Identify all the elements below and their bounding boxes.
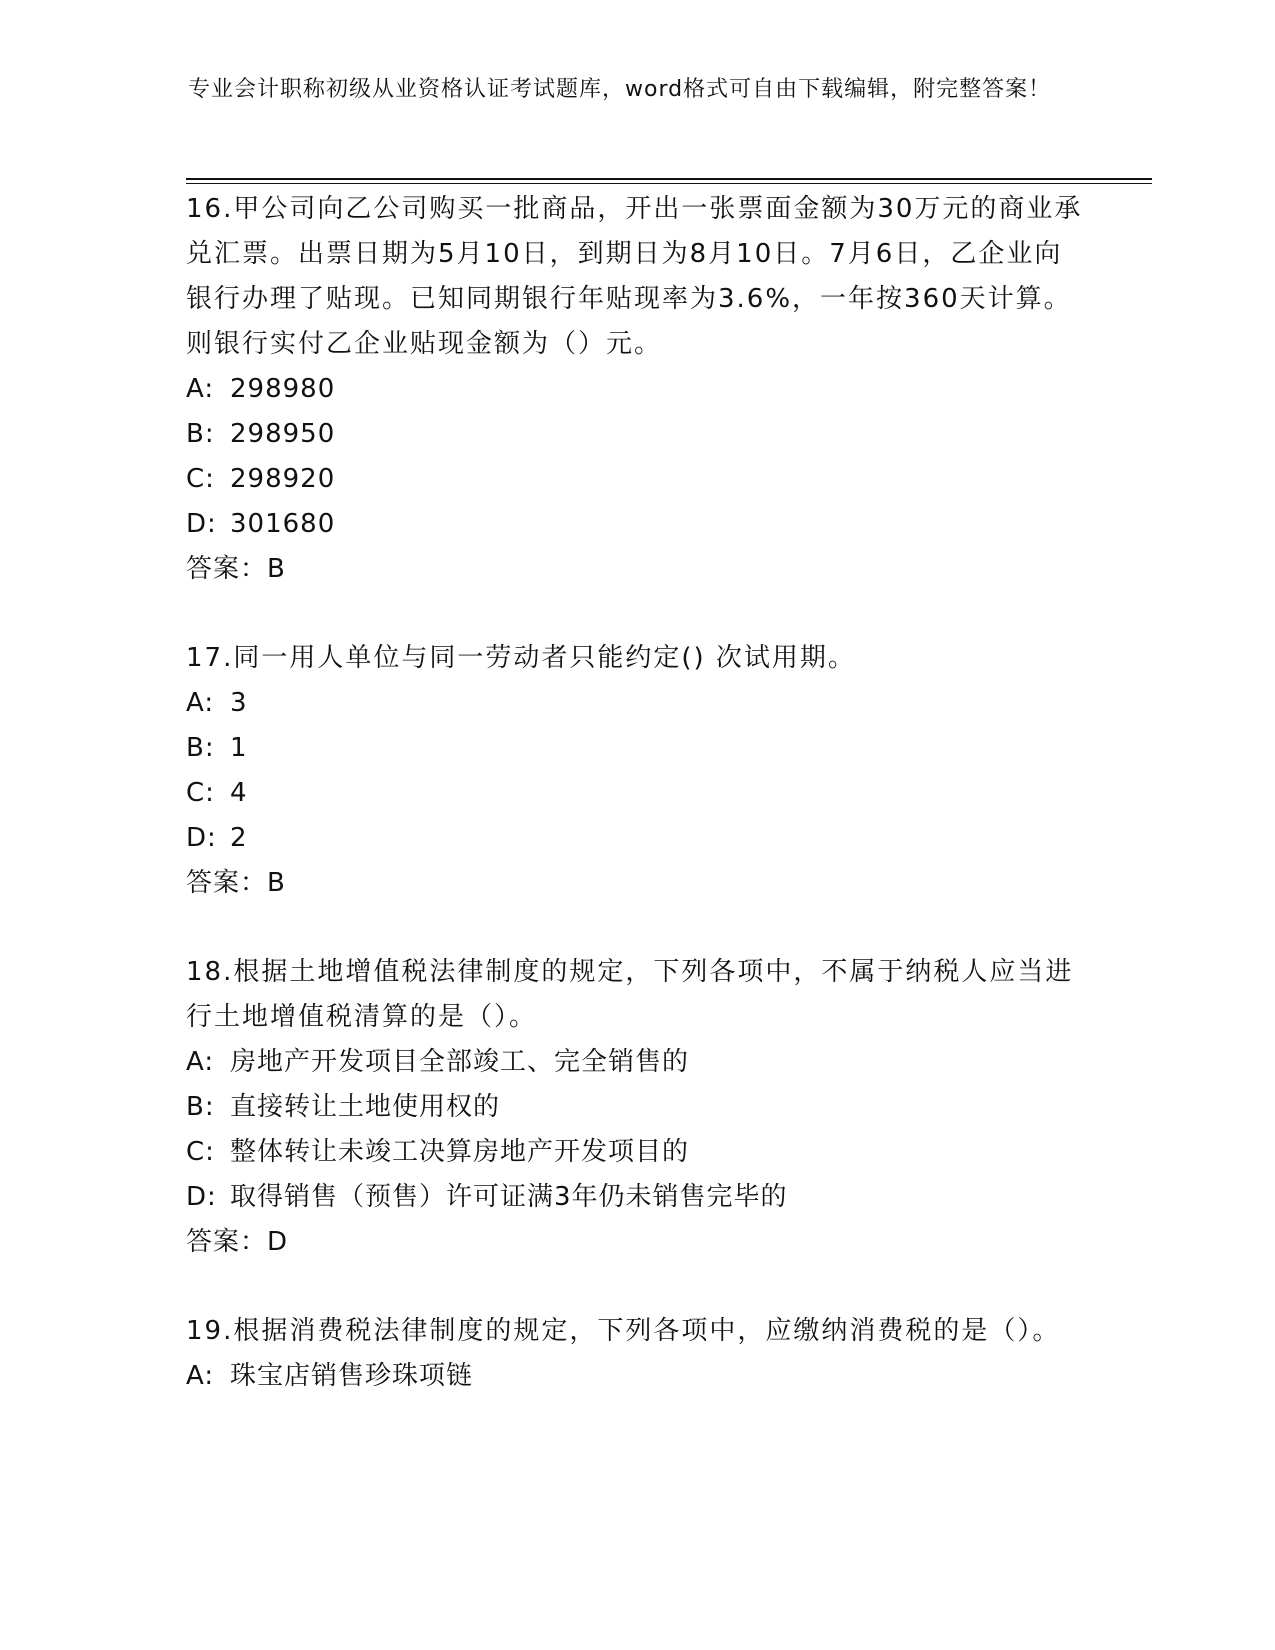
option-label: C:	[186, 1137, 215, 1167]
option-label: D:	[186, 823, 217, 853]
header-divider-thick	[186, 178, 1152, 180]
answer: 答案：B	[186, 868, 286, 898]
option-label: C:	[186, 778, 215, 808]
option-c	[186, 1130, 1086, 1175]
question-stem: 18.根据土地增值税法律制度的规定，下列各项中，不属于纳税人应当进行土地增值税清算的是（）。	[186, 957, 1074, 1032]
question-stem: 16.甲公司向乙公司购买一批商品，开出一张票面金额为30万元的商业承兑汇票。出票日期为5月10日，到期日为8月10日。7月6日，乙企业向银行办理了贴现。已知同期银行年贴现率为3.6%，一年按360天计算。则银行实付乙企业贴现金额为（）元。	[186, 194, 1083, 359]
answer: 答案：B	[186, 554, 286, 584]
option-label: A:	[186, 1361, 215, 1391]
page-header: 专业会计职称初级从业资格认证考试题库，word格式可自由下载编辑，附完整答案！	[188, 77, 1052, 102]
option-a	[186, 681, 1086, 726]
option-a	[186, 367, 1086, 412]
answer: 答案：D	[186, 1227, 289, 1257]
question-stem: 19.根据消费税法律制度的规定，下列各项中，应缴纳消费税的是（）。	[186, 1316, 1061, 1346]
option-label: B:	[186, 419, 215, 449]
option-label: A:	[186, 688, 215, 718]
option-a	[186, 1040, 1086, 1085]
question-list	[186, 187, 1086, 1443]
option-text: 298950	[230, 419, 336, 449]
option-b	[186, 726, 1086, 771]
question-17	[186, 636, 1086, 906]
option-label: D:	[186, 1182, 217, 1212]
option-label: D:	[186, 509, 217, 539]
option-d	[186, 816, 1086, 861]
option-a	[186, 1354, 1086, 1399]
option-label: A:	[186, 374, 215, 404]
option-label: B:	[186, 1092, 215, 1122]
option-c	[186, 457, 1086, 502]
option-text: 298920	[230, 464, 336, 494]
option-b	[186, 1085, 1086, 1130]
option-text: 301680	[230, 509, 336, 539]
option-label: A:	[186, 1047, 215, 1077]
option-text: 整体转让未竣工决算房地产开发项目的	[230, 1137, 690, 1167]
option-text: 房地产开发项目全部竣工、完全销售的	[230, 1047, 690, 1077]
question-19	[186, 1309, 1086, 1399]
option-c	[186, 771, 1086, 816]
option-text: 4	[230, 778, 248, 808]
option-text: 直接转让土地使用权的	[230, 1092, 501, 1122]
option-text: 2	[230, 823, 248, 853]
question-18	[186, 950, 1086, 1265]
option-text: 3	[230, 688, 248, 718]
option-d	[186, 1175, 1086, 1220]
option-text: 1	[230, 733, 248, 763]
question-stem: 17.同一用人单位与同一劳动者只能约定() 次试用期。	[186, 643, 856, 673]
question-16	[186, 187, 1086, 592]
option-label: C:	[186, 464, 215, 494]
option-d	[186, 502, 1086, 547]
option-text: 取得销售（预售）许可证满3年仍未销售完毕的	[230, 1182, 788, 1212]
header-divider-thin	[186, 183, 1152, 184]
option-text: 298980	[230, 374, 336, 404]
option-b	[186, 412, 1086, 457]
option-text: 珠宝店销售珍珠项链	[230, 1361, 474, 1391]
option-label: B:	[186, 733, 215, 763]
